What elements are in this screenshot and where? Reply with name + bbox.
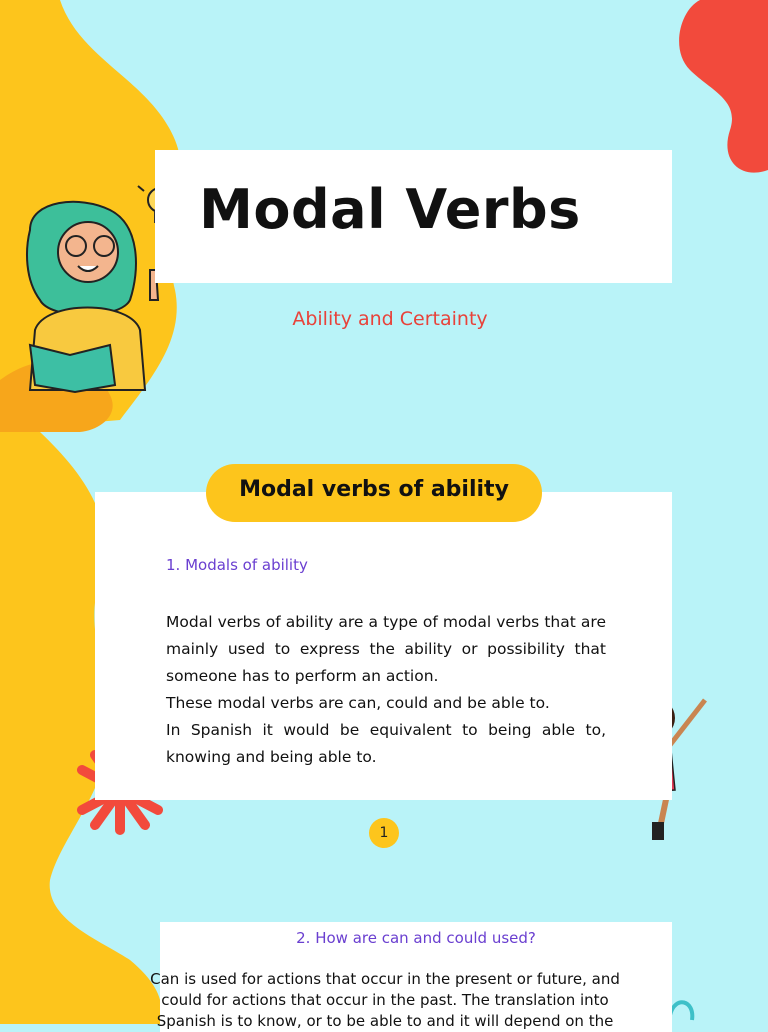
red-blob — [679, 0, 768, 173]
page-number-badge: 1 — [369, 818, 399, 848]
subtitle: Ability and Certainty — [292, 308, 488, 330]
page-title: Modal Verbs — [199, 178, 581, 241]
section1-heading: 1. Modals of ability — [166, 556, 308, 574]
section-pill-title: Modal verbs of ability — [206, 464, 542, 522]
section1-paragraph: These modal verbs are can, could and be able to. — [166, 694, 550, 712]
section1-paragraph: In Spanish it would be equivalent to being able to, knowing and being able to. — [166, 721, 606, 766]
section2-heading: 2. How are can and could used? — [296, 929, 536, 947]
section1-paragraph: Modal verbs of ability are a type of modal verbs that are mainly used to express the ability or possibility that someone has to perform an action. — [166, 613, 606, 685]
section2-body: Can is used for actions that occur in the present or future, and could for actions that occur in the past. The translation into Spanish is to know, or to be able to and it will depend on the — [150, 970, 620, 1030]
section1-body — [166, 609, 606, 771]
